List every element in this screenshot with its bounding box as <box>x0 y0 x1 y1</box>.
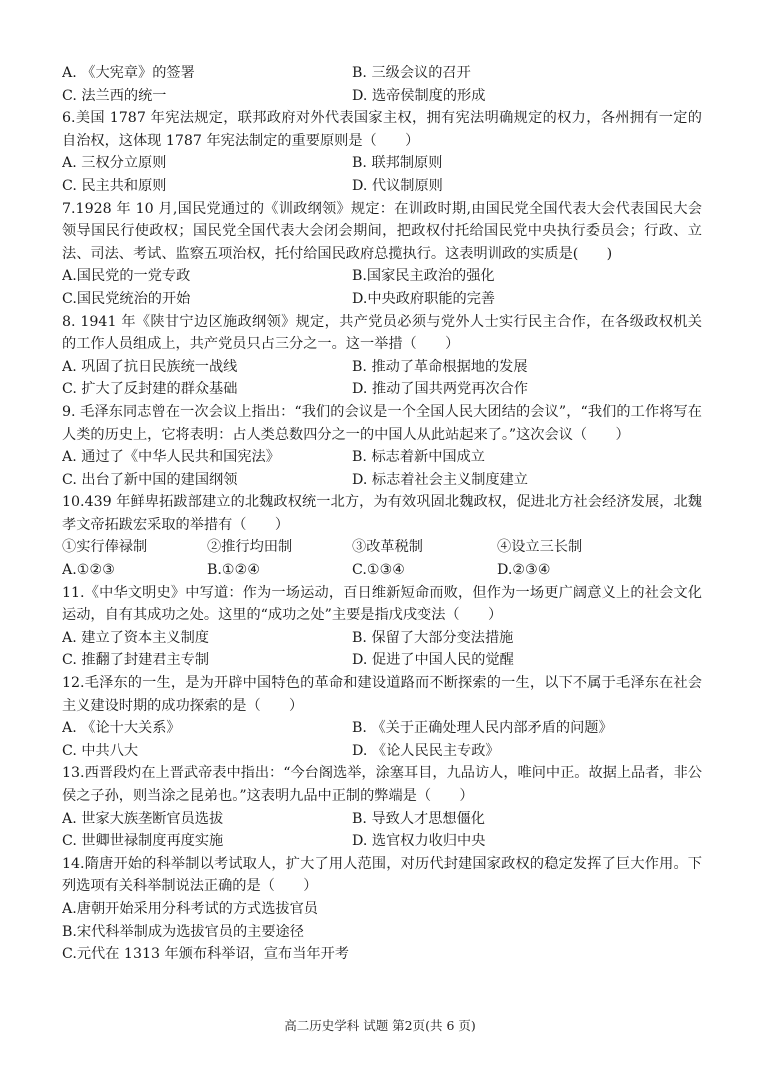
q5-option-c: C. 法兰西的统一 <box>62 87 167 104</box>
q12-option-d: D. 《论人民民主专政》 <box>352 742 500 759</box>
q14-option-a: A.唐朝开始采用分科考试的方式选拔官员 <box>62 900 318 917</box>
q8-options-row-2 <box>62 378 702 401</box>
q6-option-a: A. 三权分立原则 <box>62 155 167 172</box>
q9-option-a: A. 通过了《中华人民共和国宪法》 <box>62 449 280 466</box>
exam-page <box>62 62 702 966</box>
q13-option-b: B. 导致人才思想僵化 <box>352 810 485 827</box>
q13-option-c: C. 世卿世禄制度再度实施 <box>62 833 224 850</box>
q9-option-d: D. 标志着社会主义制度建立 <box>352 471 528 488</box>
q5-option-b: B. 三级会议的召开 <box>352 65 471 81</box>
q13-stem: 13.西晋段灼在上晋武帝表中指出：“今台阁选举，涂塞耳目，九品访人，唯问中正。故据上品者，非公侯之子孙，则当涂之昆弟也。”这表明九品中正制的弊端是（ ） <box>62 765 702 804</box>
q10-options-row <box>62 559 702 582</box>
q14-option-b: B.宋代科举制成为选拔官员的主要途径 <box>62 923 304 940</box>
q6-options-row-1 <box>62 152 702 175</box>
q11-options-row-2 <box>62 649 702 672</box>
q10-item-4: ④设立三长制 <box>497 539 583 556</box>
q11-option-d: D. 促进了中国人民的觉醒 <box>352 652 514 669</box>
q5-options-row-1 <box>62 62 702 85</box>
q7-option-d: D.中央政府职能的完善 <box>352 290 496 307</box>
q8-options-row-1 <box>62 356 702 379</box>
q12-option-a: A. 《论十大关系》 <box>62 720 181 737</box>
q8-option-a: A. 巩固了抗日民族统一战线 <box>62 358 238 375</box>
q9-options-row-2 <box>62 469 702 492</box>
q7-stem: 7.1928 年 10 月,国民党通过的《训政纲领》规定：在训政时期,由国民党全国代表大会代表国民大会领导国民行使政权；国民党全国代表大会闭会期间，把政权付托给国民党中央执行委员会；行政、立法、司法、考试、监察五项治权，托付给国民政府总揽执行。这表明训政的实质是( ) <box>62 200 702 262</box>
q10-option-c: C.①③④ <box>352 562 406 579</box>
q5-options-row-2 <box>62 85 702 108</box>
q10-option-b: B.①②④ <box>207 562 261 579</box>
q6-stem: 6.美国 1787 年宪法规定，联邦政府对外代表国家主权，拥有宪法明确规定的权力，各州拥有一定的自治权，这体现 1787 年宪法制定的重要原则是（ ） <box>62 110 702 149</box>
q9-option-c: C. 出台了新中国的建国纲领 <box>62 471 238 488</box>
q6-option-b: B. 联邦制原则 <box>352 155 443 172</box>
q10-item-1: ①实行俸禄制 <box>62 539 148 556</box>
q12-option-c: C. 中共八大 <box>62 742 139 759</box>
q13-options-row-2 <box>62 830 702 853</box>
q8-stem: 8. 1941 年《陕甘宁边区施政纲领》规定，共产党员必须与党外人士实行民主合作，在各级政权机关的工作人员组成上，共产党员只占三分之一。这一举措（ ） <box>62 313 702 353</box>
q13-options-row-1 <box>62 808 702 831</box>
q10-option-a: A.①②③ <box>62 562 115 579</box>
q10-option-d: D.②③④ <box>497 562 551 579</box>
q9-stem: 9. 毛泽东同志曾在一次会议上指出：“我们的会议是一个全国人民大团结的会议”，“我们的工作将写在人类的历史上，它将表明：占人类总数四分之一的中国人从此站起来了。”这次会议（ ） <box>62 403 702 443</box>
q13-option-a: A. 世家大族垄断官员选拔 <box>62 810 224 827</box>
q7-options-row-2 <box>62 288 702 311</box>
q7-option-a: A.国民党的一党专政 <box>62 268 191 285</box>
q5-option-a: A. 《大宪章》的签署 <box>62 65 195 81</box>
q7-option-b: B.国家民主政治的强化 <box>352 268 495 285</box>
q14-option-c: C.元代在 1313 年颁布科举诏，宣布当年开考 <box>62 946 349 963</box>
q8-option-b: B. 推动了革命根据地的发展 <box>352 358 528 375</box>
q11-stem: 11.《中华文明史》中写道：作为一场运动，百日维新短命而败，但作为一场更广阔意义上的社会文化运动，自有其成功之处。这里的“成功之处”主要是指戊戌变法（ ） <box>62 584 702 624</box>
q6-options-row-2 <box>62 175 702 198</box>
q10-item-3: ③改革税制 <box>352 539 423 556</box>
q12-options-row-2 <box>62 740 702 763</box>
q7-options-row-1 <box>62 265 702 288</box>
q11-option-b: B. 保留了大部分变法措施 <box>352 629 514 646</box>
q8-option-d: D. 推动了国共两党再次合作 <box>352 381 528 398</box>
q11-options-row-1 <box>62 627 702 650</box>
q13-option-d: D. 选官权力收归中央 <box>352 833 486 850</box>
q10-items-row <box>62 536 702 559</box>
q5-option-d: D. 选帝侯制度的形成 <box>352 87 486 104</box>
page-footer: 高二历史学科 试题 第2页(共 6 页) <box>284 1018 476 1033</box>
q9-option-b: B. 标志着新中国成立 <box>352 449 485 466</box>
q12-option-b: B. 《关于正确处理人民内部矛盾的问题》 <box>352 720 613 737</box>
q6-option-d: D. 代议制原则 <box>352 177 443 194</box>
q10-item-2: ②推行均田制 <box>207 539 293 556</box>
q14-stem: 14.隋唐开始的科举制以考试取人，扩大了用人范围，对历代封建国家政权的稳定发挥了巨大作用。下列选项有关科举制说法正确的是（ ） <box>62 855 702 895</box>
q10-stem: 10.439 年鲜卑拓跋部建立的北魏政权统一北方，为有效巩固北魏政权，促进北方社会经济发展，北魏孝文帝拓跋宏采取的举措有（ ） <box>62 494 702 533</box>
q8-option-c: C. 扩大了反封建的群众基础 <box>62 381 238 398</box>
q7-option-c: C.国民党统治的开始 <box>62 290 191 307</box>
q11-option-a: A. 建立了资本主义制度 <box>62 629 209 646</box>
q12-options-row-1 <box>62 717 702 740</box>
q6-option-c: C. 民主共和原则 <box>62 177 167 194</box>
q11-option-c: C. 推翻了封建君主专制 <box>62 652 210 669</box>
q12-stem: 12.毛泽东的一生，是为开辟中国特色的革命和建设道路而不断探索的一生，以下不属于毛泽东在社会主义建设时期的成功探索的是（ ） <box>62 675 702 714</box>
q9-options-row-1 <box>62 446 702 469</box>
